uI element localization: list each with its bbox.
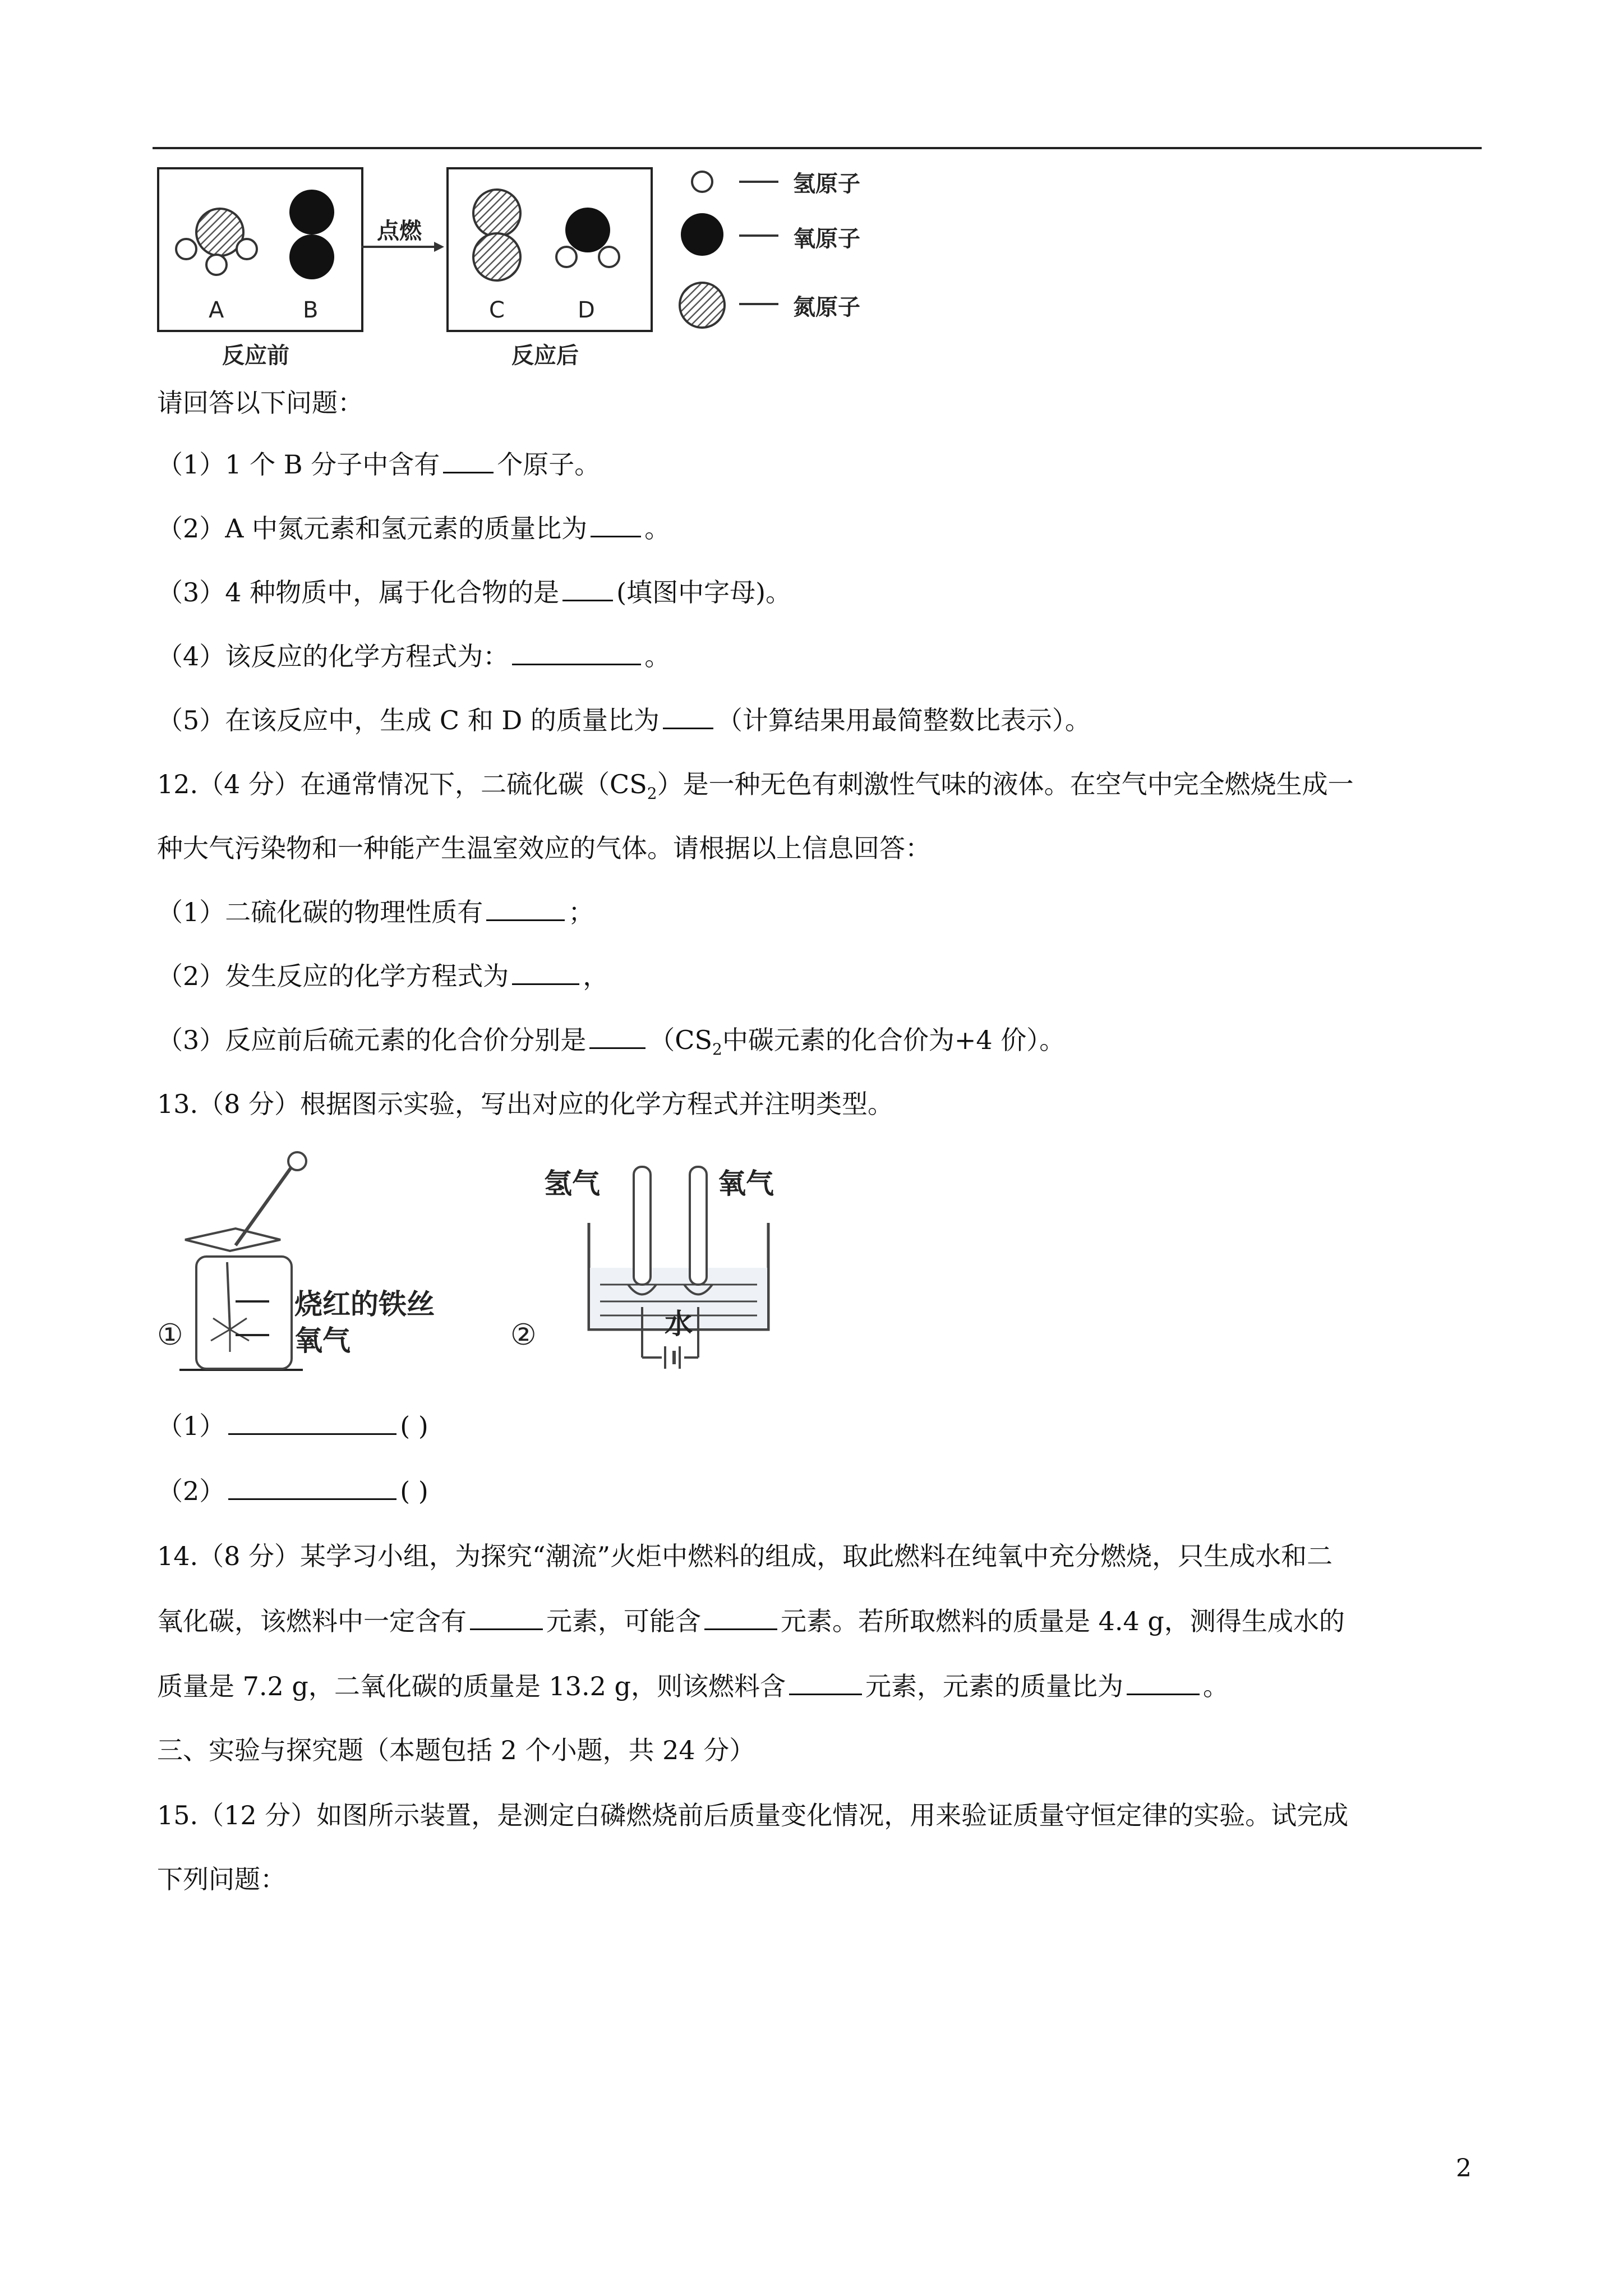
q12-item-3-blank[interactable]	[589, 1024, 645, 1049]
molecule-c	[473, 190, 520, 280]
q12-item-2-text-end: ，	[583, 961, 609, 991]
q12-item-1-blank[interactable]	[486, 896, 565, 921]
q12-item-3-text-end: 中碳元素的化合价为+4 价）。	[722, 1025, 1066, 1055]
q13-item-1-paren: ( )	[400, 1411, 428, 1441]
q11-intro: 请回答以下问题：	[157, 388, 363, 418]
legend-symbols	[680, 172, 778, 328]
q12-item-3	[157, 1023, 1065, 1066]
fig2-number: ②	[510, 1318, 537, 1352]
q11-item-3-text-end: (填图中字母)。	[616, 577, 792, 608]
arrow-label: 点燃	[377, 218, 422, 244]
q13-item-2-paren: ( )	[400, 1476, 428, 1506]
fig2-label-water: 水	[665, 1308, 693, 1340]
q12-sub: 2	[647, 784, 657, 803]
q12-line-1-b: ）是一种无色有刺激性气味的液体。在空气中完全燃烧生成一	[657, 769, 1354, 799]
legend-hydrogen: 氢原子	[793, 171, 860, 197]
q13-title: 13.（8 分）根据图示实验，写出对应的化学方程式并注明类型。	[157, 1089, 894, 1119]
q11-item-4-text-end: 。	[644, 641, 671, 671]
q14-line-2-a: 氧化碳，该燃料中一定含有	[157, 1606, 467, 1636]
q12-item-3-mid: （CS	[649, 1025, 712, 1055]
q14-blank-1[interactable]	[470, 1605, 543, 1630]
q14-line-2	[157, 1604, 1345, 1638]
q11-item-5-text-end: （计算结果用最简整数比表示）。	[716, 705, 1091, 735]
q11-item-2-blank[interactable]	[591, 512, 641, 537]
q11-item-2	[157, 512, 670, 545]
q11-item-2-text-end: 。	[644, 513, 671, 544]
fig2-label-h2: 氢气	[544, 1167, 600, 1200]
q11-item-4-text: （4）该反应的化学方程式为：	[157, 641, 509, 671]
q14-line-3-b: 元素，元素的质量比为	[865, 1671, 1123, 1701]
fig1-label-gas: 氧气	[294, 1324, 351, 1357]
q13-item-2-text: （2）	[157, 1476, 225, 1506]
q12-item-3-sub: 2	[712, 1040, 722, 1059]
q11-item-1-text-end: 个原子。	[497, 449, 601, 480]
q12-item-1-text: （1）二硫化碳的物理性质有	[157, 897, 483, 927]
q11-item-4	[157, 639, 670, 673]
q14-line-2-b: 元素，可能含	[546, 1606, 701, 1636]
q14-line-3	[157, 1669, 1229, 1703]
legend-nitrogen: 氮原子	[793, 295, 860, 320]
q13-item-2-blank[interactable]	[228, 1475, 396, 1500]
q14-line-3-a: 质量是 7.2 g，二氧化碳的质量是 13.2 g，则该燃料含	[157, 1671, 786, 1701]
q13-item-2	[157, 1474, 428, 1508]
q12-item-3-text: （3）反应前后硫元素的化合价分别是	[157, 1025, 587, 1055]
fig2-label-o2: 氧气	[718, 1167, 774, 1200]
section-3-heading: 三、实验与探究题（本题包括 2 个小题，共 24 分）	[157, 1735, 755, 1765]
q13-item-1-blank[interactable]	[228, 1410, 396, 1435]
q12-item-1-text-end: ；	[568, 897, 594, 927]
molecule-label-c: C	[489, 297, 505, 323]
molecule-d	[556, 208, 619, 267]
q11-item-3	[157, 576, 791, 609]
q12-line-2: 种大气污染物和一种能产生温室效应的气体。请根据以上信息回答：	[157, 833, 931, 863]
page-number: 2	[1456, 2154, 1472, 2183]
fig1-number: ①	[157, 1318, 183, 1352]
q12-line-1-a: 12.（4 分）在通常情况下，二硫化碳（CS	[157, 769, 647, 799]
before-label: 反应前	[222, 343, 289, 369]
q11-item-5	[157, 703, 1091, 737]
molecule-label-d: D	[578, 297, 595, 323]
q11-item-1	[157, 448, 600, 481]
fig1-label-wire: 烧红的铁丝	[294, 1288, 435, 1320]
q14-blank-2[interactable]	[704, 1605, 777, 1630]
molecule-a	[176, 209, 257, 275]
q14-line-1: 14.（8 分）某学习小组，为探究“潮流”火炬中燃料的组成，取此燃料在纯氧中充分燃烧，只生成水和二	[157, 1541, 1333, 1571]
q14-line-3-c: 。	[1202, 1671, 1229, 1701]
after-label: 反应后	[511, 343, 579, 369]
q13-item-1-text: （1）	[157, 1411, 225, 1441]
q12-item-2	[157, 959, 608, 993]
molecule-label-a: A	[209, 297, 224, 323]
molecule-label-b: B	[303, 297, 319, 323]
q15-line-2: 下列问题：	[157, 1864, 286, 1894]
q11-item-3-blank[interactable]	[562, 576, 613, 601]
q11-item-3-text: （3）4 种物质中，属于化合物的是	[157, 577, 560, 608]
q15-line-1: 15.（12 分）如图所示装置，是测定白磷燃烧前后质量变化情况，用来验证质量守恒定律的实验。试完成	[157, 1800, 1349, 1830]
q13-figure-electrolysis	[510, 1156, 864, 1391]
molecule-b	[289, 190, 334, 279]
q11-item-1-text: （1）1 个 B 分子中含有	[157, 449, 440, 480]
reaction-diagram	[0, 0, 1623, 393]
q13-figure-iron	[157, 1150, 494, 1386]
q11-item-5-text: （5）在该反应中，生成 C 和 D 的质量比为	[157, 705, 660, 735]
q11-item-2-text: （2）A 中氮元素和氢元素的质量比为	[157, 513, 588, 544]
q12-item-2-text: （2）发生反应的化学方程式为	[157, 961, 509, 991]
q12-line-1	[157, 767, 1354, 811]
q12-item-2-blank[interactable]	[512, 960, 579, 985]
legend-oxygen: 氧原子	[793, 226, 860, 252]
q11-item-1-blank[interactable]	[443, 448, 494, 473]
q12-item-1	[157, 895, 594, 929]
q14-blank-4[interactable]	[1127, 1670, 1200, 1695]
q14-line-2-c: 元素。若所取燃料的质量是 4.4 g，测得生成水的	[781, 1606, 1345, 1636]
q14-blank-3[interactable]	[789, 1670, 862, 1695]
q13-item-1	[157, 1409, 428, 1443]
q11-item-4-blank[interactable]	[512, 640, 641, 665]
q11-item-5-blank[interactable]	[663, 704, 713, 729]
